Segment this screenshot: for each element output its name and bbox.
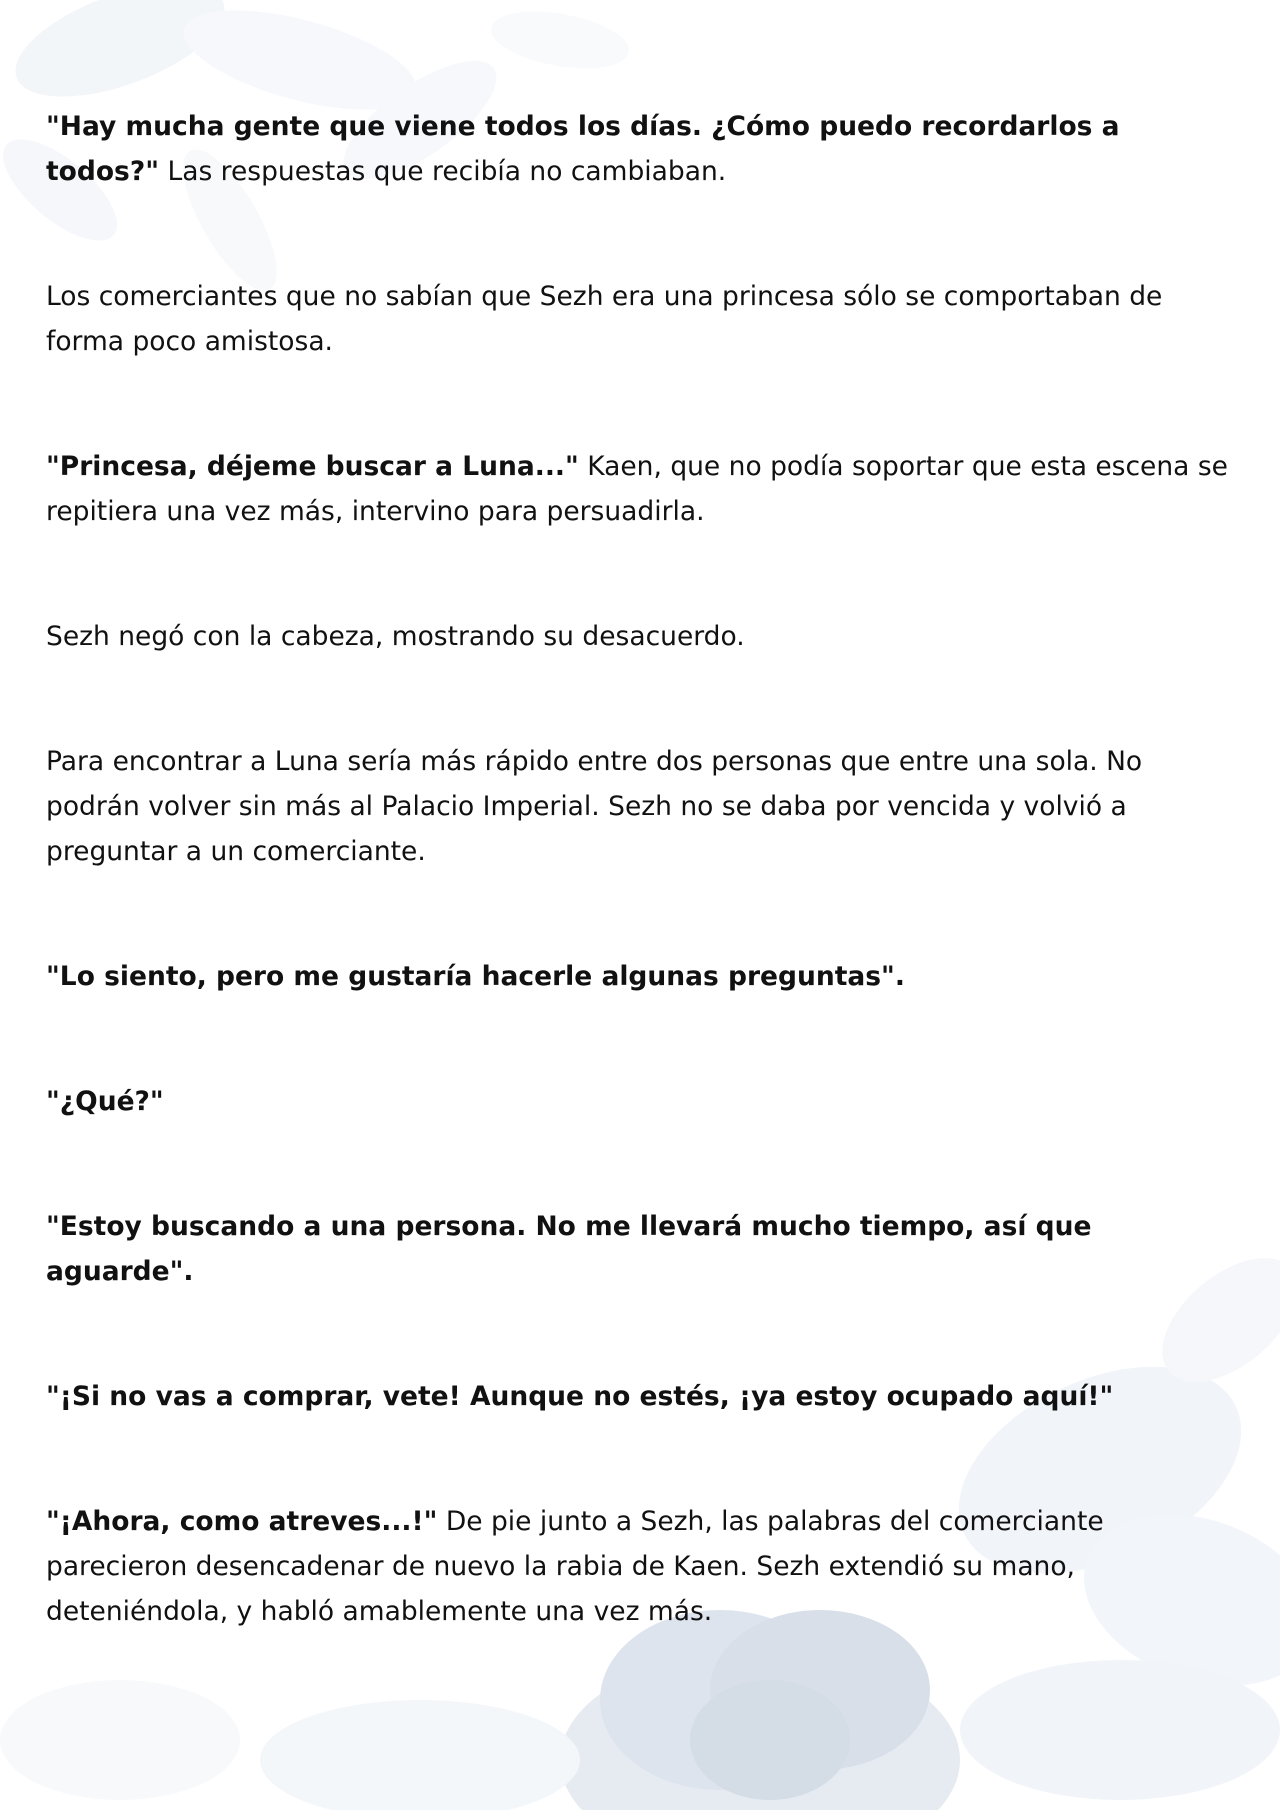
paragraph-9 <box>46 1374 1240 1419</box>
paragraph-2 <box>46 274 1240 364</box>
paragraph-3 <box>46 444 1240 534</box>
narration-text: Los comerciantes que no sabían que Sezh era una princesa sólo se comportaban de forma poco amistosa. <box>46 281 1163 357</box>
dialogue-bold: "¡Ahora, como atreves...!" <box>46 1506 438 1537</box>
paragraph-8 <box>46 1204 1240 1294</box>
paragraph-10 <box>46 1499 1240 1634</box>
paragraph-1 <box>46 104 1240 194</box>
narration-text: Las respuestas que recibía no cambiaban. <box>159 156 727 187</box>
dialogue-bold: "Princesa, déjeme buscar a Luna..." <box>46 451 579 482</box>
dialogue-bold: "Lo siento, pero me gustaría hacerle algunas preguntas". <box>46 961 905 992</box>
narration-text: De pie junto a Sezh, las palabras del comerciante parecieron desencadenar de nuevo la rabia de Kaen. Sezh extendió su mano, deteniéndola, y habló amablemente una vez más. <box>46 1506 1104 1627</box>
paragraph-5 <box>46 739 1240 874</box>
narration-text: Sezh negó con la cabeza, mostrando su desacuerdo. <box>46 621 745 652</box>
narration-text: Kaen, que no podía soportar que esta escena se repitiera una vez más, intervino para persuadirla. <box>46 451 1228 527</box>
dialogue-bold: "¡Si no vas a comprar, vete! Aunque no estés, ¡ya estoy ocupado aquí!" <box>46 1381 1114 1412</box>
dialogue-bold: "Estoy buscando a una persona. No me llevará mucho tiempo, así que aguarde". <box>46 1211 1092 1287</box>
narration-text: Para encontrar a Luna sería más rápido entre dos personas que entre una sola. No podrán volver sin más al Palacio Imperial. Sezh no se daba por vencida y volvió a preguntar a un comerciante. <box>46 746 1143 867</box>
paragraph-4 <box>46 614 1240 659</box>
paragraph-7 <box>46 1079 1240 1124</box>
dialogue-bold: "¿Qué?" <box>46 1086 164 1117</box>
paragraph-6 <box>46 954 1240 999</box>
dialogue-bold: "Hay mucha gente que viene todos los días. ¿Cómo puedo recordarlos a todos?" <box>46 111 1120 187</box>
